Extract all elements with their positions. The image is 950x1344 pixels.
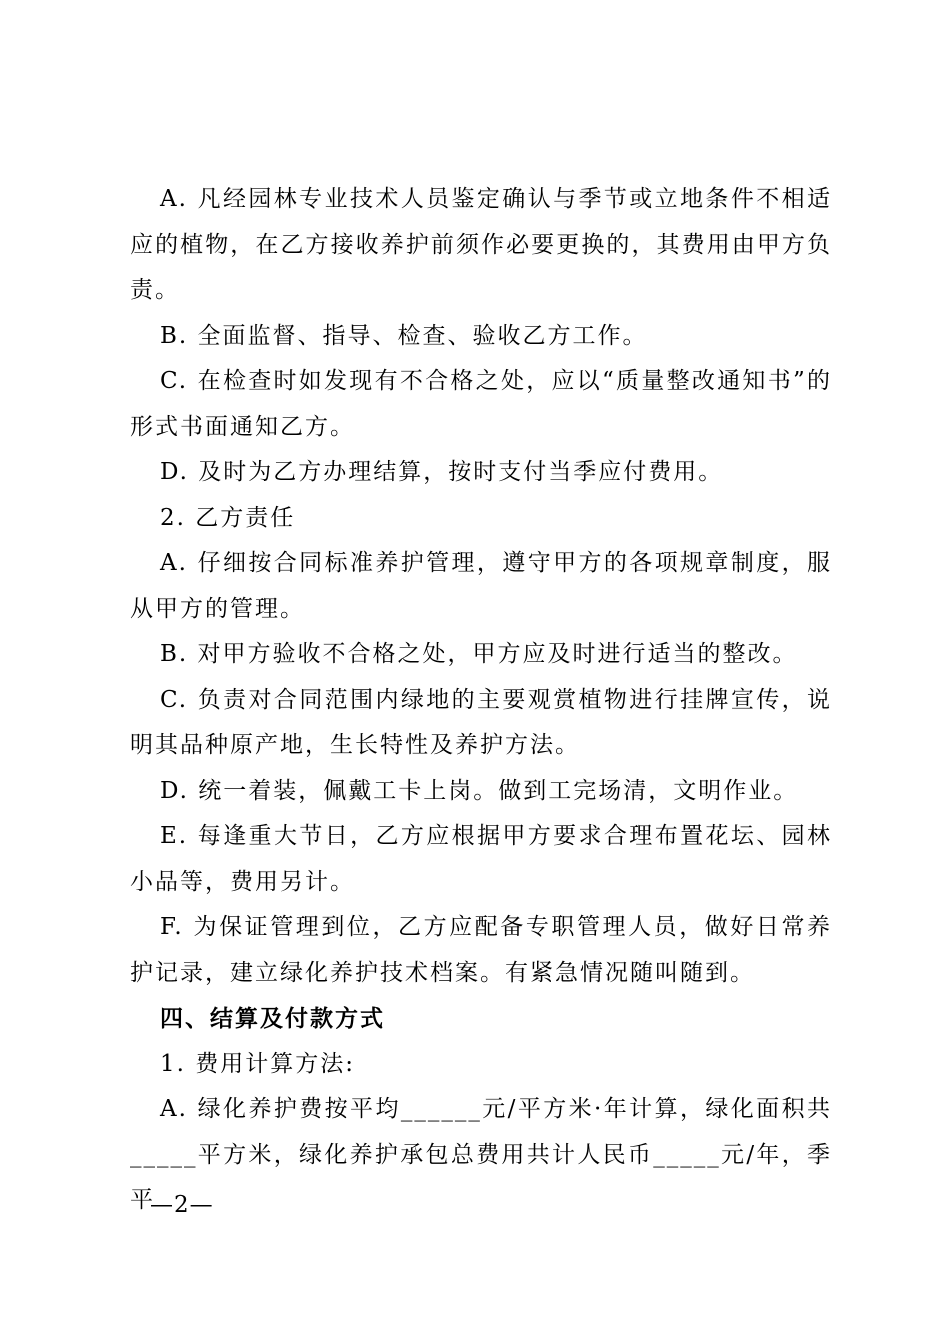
paragraph-e-holiday-decoration: E. 每逢重大节日，乙方应根据甲方要求合理布置花坛、园林小品等，费用另计。 <box>130 823 832 895</box>
paragraph-b-rectification: B. 对甲方验收不合格之处，甲方应及时进行适当的整改。 <box>160 641 798 667</box>
paragraph-d-settlement: D. 及时为乙方办理结算，按时支付当季应付费用。 <box>160 459 724 485</box>
paragraph-a-plant-replacement: A. 凡经园林专业技术人员鉴定确认与季节或立地条件不相适应的植物，在乙方接收养护前须作必要更换的，其费用由甲方负责。 <box>130 186 832 303</box>
paragraph-f-management-staff: F. 为保证管理到位，乙方应配备专职管理人员，做好日常养护记录，建立绿化养护技术档案。有紧急情况随叫随到。 <box>130 914 832 986</box>
paragraph-a-standard-maintenance: A. 仔细按合同标准养护管理，遵守甲方的各项规章制度，服从甲方的管理。 <box>130 550 832 622</box>
page-number: —2— <box>150 1192 214 1218</box>
paragraph-d-uniform: D. 统一着装，佩戴工卡上岗。做到工完场清，文明作业。 <box>160 777 799 804</box>
paragraph-1-fee-calculation: 1. 费用计算方法: <box>160 1050 356 1077</box>
paragraph-2-party-b-responsibility: 2. 乙方责任 <box>160 504 296 531</box>
document-body <box>130 177 832 1224</box>
paragraph-c-inspection-notice: C. 在检查时如发现有不合格之处，应以“质量整改通知书”的形式书面通知乙方。 <box>130 368 832 440</box>
section-heading-settlement: 四、结算及付款方式 <box>160 1005 385 1032</box>
paragraph-c-plant-labeling: C. 负责对合同范围内绿地的主要观赏植物进行挂牌宣传，说明其品种原产地，生长特性及养护方法。 <box>130 686 832 758</box>
paragraph-b-supervision: B. 全面监督、指导、检查、验收乙方工作。 <box>160 322 648 349</box>
paragraph-a-fee-formula: A. 绿化养护费按平均______元/平方米·年计算，绿化面积共_____平方米，绿化养护承包总费用共计人民币_____元/年，季平 <box>130 1096 832 1213</box>
